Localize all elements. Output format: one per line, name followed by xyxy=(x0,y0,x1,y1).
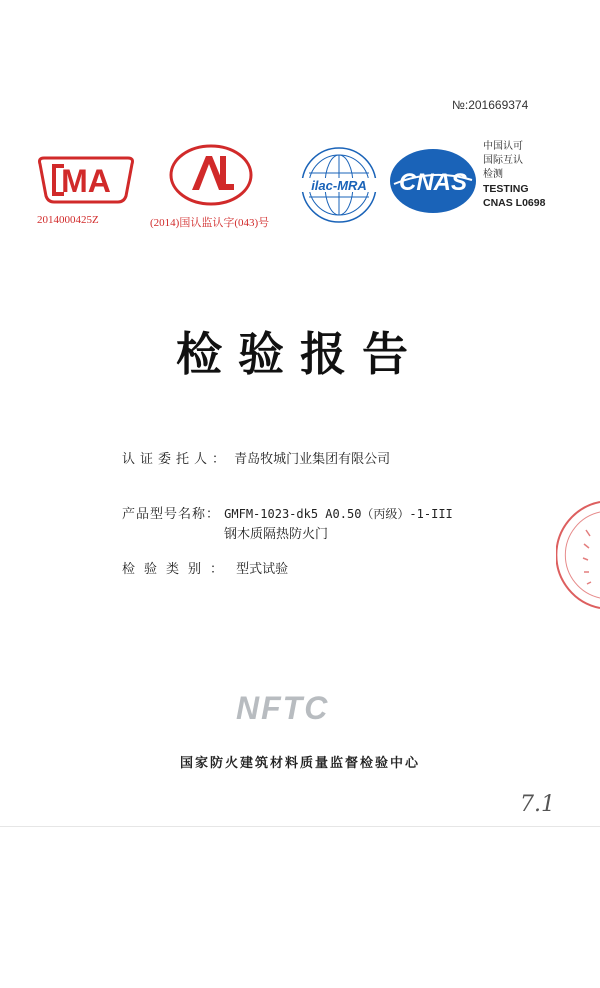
report-number: №:201669374 xyxy=(452,98,529,112)
ilac-globe-icon xyxy=(297,145,381,229)
svg-text:CNAS: CNAS xyxy=(398,169,468,196)
nftc-logo: NFTC xyxy=(236,690,330,726)
organization-name: 国家防火建筑材料质量监督检验中心 xyxy=(179,756,420,771)
cnas-caption-line2: 国际互认 xyxy=(483,155,523,166)
cal-logo xyxy=(146,142,276,212)
cma-icon xyxy=(36,150,136,210)
page-divider xyxy=(0,826,600,827)
cnas-logo xyxy=(388,146,478,220)
type-row xyxy=(122,558,288,577)
type-label: 检验类别： xyxy=(122,562,233,577)
cnas-caption-line1: 中国认可 xyxy=(483,141,523,152)
cal-icon xyxy=(146,142,276,208)
product-name-value: 钢木质隔热防火门 xyxy=(224,527,329,542)
client-label: 认证委托人： xyxy=(122,452,231,467)
cal-code: (2014)国认监认字(043)号 xyxy=(150,217,270,229)
cnas-caption xyxy=(483,140,545,210)
client-row xyxy=(122,448,390,467)
seal-stamp-icon xyxy=(556,500,600,610)
product-label: 产品型号名称： xyxy=(122,507,221,522)
cnas-caption-line3: 检测 xyxy=(483,169,503,180)
cma-logo xyxy=(36,150,136,214)
svg-text:ilac-MRA: ilac-MRA xyxy=(311,178,367,193)
cnas-icon xyxy=(388,146,478,216)
svg-text:MA: MA xyxy=(61,163,111,199)
type-value: 型式试验 xyxy=(236,562,289,577)
cma-code: 2014000425Z xyxy=(37,214,99,226)
report-title: 检验报告 xyxy=(176,327,424,381)
product-name-row xyxy=(224,523,328,542)
handwritten-note: 7.1 xyxy=(520,792,555,817)
client-value: 青岛牧城门业集团有限公司 xyxy=(234,452,391,467)
cnas-caption-line4: TESTING xyxy=(483,183,529,195)
ilac-mra-logo xyxy=(297,145,381,233)
cnas-caption-line5: CNAS L0698 xyxy=(483,197,546,209)
product-model-value: GMFM-1023-dk5 A0.50（丙级）-1-III xyxy=(224,507,453,521)
product-row xyxy=(122,503,453,522)
